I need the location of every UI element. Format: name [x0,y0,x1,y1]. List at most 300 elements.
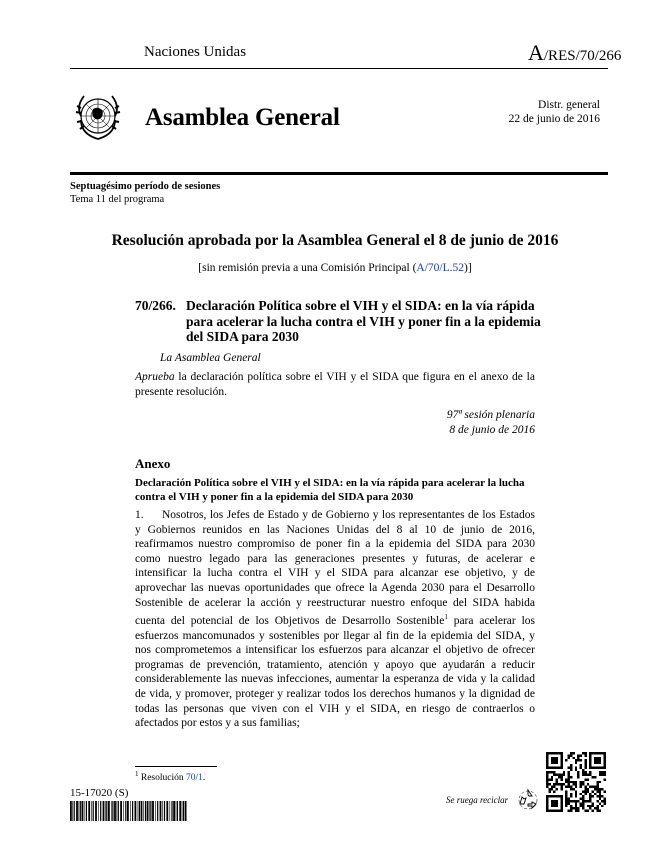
qr-module [551,776,553,778]
qr-module [594,757,601,764]
qr-module [594,786,596,788]
qr-module [575,786,577,788]
qr-module [580,759,582,761]
qr-module [599,793,601,795]
qr-module [584,774,586,776]
qr-module [582,771,584,773]
barcode-bar [182,801,183,821]
agenda-item: Tema 11 del programa [70,193,165,205]
qr-module [551,771,553,773]
barcode-bar [176,801,177,821]
qr-module [570,805,572,807]
qr-module [604,802,606,804]
qr-module [580,798,582,800]
barcode-bar [147,801,149,821]
barcode-bar [111,801,112,821]
qr-module [582,795,584,797]
symbol-rest: /RES/70/266 [543,48,622,64]
barcode-bar [185,801,187,821]
qr-module [596,788,598,790]
operative-paragraph [135,370,535,399]
barcode-bar [164,801,165,821]
qr-module [568,786,570,788]
qr-module [570,786,572,788]
qr-module [570,766,572,768]
qr-module [568,783,570,785]
qr-module [601,771,603,773]
qr-module [596,790,598,792]
qr-module [556,774,558,776]
qr-module [575,790,577,792]
qr-module [570,781,572,783]
qr-module [570,795,572,797]
qr-module [565,795,567,797]
qr-module [589,807,591,809]
barcode-bar [149,801,150,821]
qr-module [584,790,586,792]
issue-date: 22 de junio de 2016 [508,113,600,125]
qr-module [599,790,601,792]
qr-module [565,793,567,795]
qr-module [582,800,584,802]
recycle-icon [516,787,540,811]
qr-module [575,802,577,804]
qr-module [601,795,603,797]
qr-module [582,790,584,792]
qr-module [563,771,565,773]
footnote-link[interactable]: 70/1 [186,773,203,784]
qr-module [587,778,589,780]
qr-module [575,810,577,812]
referral-note [0,262,670,274]
qr-module [589,774,591,776]
footnote-marker: 1 [135,770,139,778]
qr-module [560,774,562,776]
qr-module [596,786,598,788]
barcode-bar [162,801,163,821]
paragraph-text-2: para acelerar los esfuerzos mancomunados y sostenibles por llegar al fin de la epidemia del SIDA, y nos comprometemos a intensificar los esfuerzos para alcanzar el objetivo de ofrecer programas de prevención, tratamiento, atención y apoyo que ayudarán a reducir considerablemente las nuevas infecciones, aumentar la esperanza de vida y la calidad de vida, y promover, proteger y realizar todos los derechos humanos y la dignidad de todas las personas que viven con el VIH y el SIDA, en riesgo de contraerlos o afectados por estos y a sus familias; [135,614,535,730]
qr-module [568,781,570,783]
distribution-type: Distr. general [538,99,600,111]
qr-module [568,800,570,802]
qr-module [589,805,591,807]
qr-module [592,790,594,792]
qr-module [553,786,555,788]
qr-module [596,807,598,809]
qr-module [580,764,582,766]
qr-module [565,778,567,780]
qr-module [589,800,591,802]
qr-module [546,783,548,785]
qr-module [582,769,584,771]
qr-module [592,776,594,778]
qr-module [580,781,582,783]
qr-module [601,788,603,790]
qr-module [575,807,577,809]
footnote-rule [135,766,217,767]
qr-module [553,771,555,773]
barcode-bar [72,801,73,821]
barcode-bar [105,801,106,821]
qr-module [584,810,586,812]
qr-module [568,776,570,778]
qr-module [599,788,601,790]
qr-module [548,778,550,780]
qr-module [548,783,550,785]
qr-module [570,752,572,754]
qr-module [568,778,570,780]
qr-module [580,786,582,788]
qr-module [572,757,574,759]
qr-module [594,776,596,778]
distribution-info [509,98,600,126]
barcode-bar [132,801,133,821]
qr-module [575,762,577,764]
qr-module [582,807,584,809]
qr-module [568,810,570,812]
symbol-prefix: A [528,40,544,65]
barcode-bar [70,801,72,821]
barcode-bar [117,801,118,821]
header-rule [70,68,608,69]
qr-module [584,759,586,761]
barcode-bar [74,801,75,821]
barcode-bar [155,801,156,821]
qr-module [580,766,582,768]
qr-module [551,757,558,764]
barcode-bar [177,801,178,821]
annex-label: Anexo [135,456,171,471]
qr-module [568,798,570,800]
document-symbol [528,40,621,66]
barcode-bar [79,801,80,821]
barcode-bar [173,801,175,821]
barcode-bar [84,801,85,821]
qr-module [553,774,555,776]
qr-module [560,783,562,785]
qr-module [587,783,589,785]
barcode-bar [82,801,84,821]
qr-module [572,783,574,785]
qr-module [572,788,574,790]
qr-module [599,810,601,812]
qr-module [570,764,572,766]
qr-module [556,778,558,780]
qr-module [584,764,586,766]
operative-text: la declaración política sobre el VIH y el SIDA que figura en el anexo de la presente resolución. [135,371,535,398]
meeting-date: 8 de junio de 2016 [449,423,535,436]
qr-module [568,774,570,776]
session-info [70,181,220,206]
qr-module [584,766,586,768]
barcode-bar [86,801,87,821]
qr-module [592,810,594,812]
barcode-bar [100,801,101,821]
qr-module [582,774,584,776]
barcode-bar [130,801,131,821]
qr-module [577,776,579,778]
qr-module [556,781,558,783]
qr-module [551,800,558,807]
paragraph-text-1: Nosotros, los Jefes de Estado y de Gobierno y los representantes de los Estados y Gobiernos reunidos en las Naciones Unidas del 8 al 10 de junio de 2016, reafirmamos nuestro compromiso de poner fin a la epidemia del SIDA para 2030 como nuestro legado para las generaciones presentes y futuras, de acelerar e intensificar la lucha contra el VIH y el SIDA para alcanzar ese objetivo, y de aprovechar las nuevas oportunidades que ofrece la Agenda 2030 para el Desarrollo Sostenible de acelerar la acción y reestructurar nuestro enfoque del SIDA habida cuenta del potencial de los Objetivos de Desarrollo Sostenible [135,509,535,627]
qr-module [558,783,560,785]
barcode-bar [166,801,168,821]
recycle-note: Se ruega reciclar [446,795,509,805]
qr-module [575,805,577,807]
qr-module [546,778,548,780]
qr-module [596,805,598,807]
qr-module [601,805,603,807]
qr-module [546,786,548,788]
qr-module [589,771,591,773]
qr-module [560,776,562,778]
qr-module [548,771,550,773]
barcode-bar [93,801,94,821]
qr-module [563,783,565,785]
qr-module [572,807,574,809]
qr-module [580,754,582,756]
qr-module [575,781,577,783]
qr-module [599,774,601,776]
barcode-bar [135,801,137,821]
qr-module [584,778,586,780]
qr-module [584,771,586,773]
qr-module [594,807,596,809]
qr-module [546,776,548,778]
qr-module [599,802,601,804]
barcode-bar [179,801,181,821]
qr-module [594,793,596,795]
qr-module [570,788,572,790]
qr-module [601,800,603,802]
qr-module [599,771,601,773]
qr-module [575,759,577,761]
qr-module [570,754,572,756]
qr-module [560,788,562,790]
qr-module [604,771,606,773]
qr-module [575,800,577,802]
referral-suffix: )] [464,262,472,274]
barcode-bar [123,801,124,821]
qr-module [587,800,589,802]
qr-module [568,802,570,804]
qr-code-icon [546,752,606,812]
barcode-bar [127,801,129,821]
barcode-icon [70,801,188,821]
footnote [135,770,205,783]
qr-module [584,793,586,795]
footnote-end: . [202,773,206,784]
qr-module [599,795,601,797]
qr-module [546,774,548,776]
referral-prefix: [sin remisión previa a una Comisión Principal ( [198,262,417,274]
qr-module [575,783,577,785]
qr-module [596,781,598,783]
qr-module [592,786,594,788]
qr-module [575,795,577,797]
resolution-heading: Declaración Política sobre el VIH y el SIDA: en la vía rápida para acelerar la lucha contra el VIH y poner fin a la epidemia del SIDA para 2030 [186,298,541,344]
un-emblem-icon [72,92,124,144]
qr-module [589,793,591,795]
qr-module [565,781,567,783]
qr-module [596,795,598,797]
qr-module [580,802,582,804]
qr-module [589,786,591,788]
qr-module [592,802,594,804]
qr-module [560,778,562,780]
qr-module [582,781,584,783]
qr-module [560,786,562,788]
footnote-text: Resolución [138,773,186,784]
masthead-rule [70,172,608,175]
qr-module [568,766,570,768]
qr-module [553,790,555,792]
qr-module [584,786,586,788]
qr-module [584,752,586,754]
barcode-bar [170,801,171,821]
barcode-bar [125,801,126,821]
qr-module [594,788,596,790]
qr-module [568,771,570,773]
qr-module [546,771,548,773]
organization-name: Naciones Unidas [144,44,247,60]
document-number: 15-17020 (S) [70,787,129,799]
barcode-bar [143,801,144,821]
qr-module [565,790,567,792]
qr-module [568,757,570,759]
qr-module [575,769,577,771]
qr-module [584,800,586,802]
resolution-title: Resolución aprobada por la Asamblea General el 8 de junio de 2016 [111,232,559,249]
barcode-bar [150,801,151,821]
qr-module [577,774,579,776]
annex-title: Declaración Política sobre el VIH y el SIDA: en la vía rápida para acelerar la lucha contra el VIH y poner fin a la epidemia del SIDA para 2030 [135,477,525,503]
qr-module [563,774,565,776]
barcode-bar [80,801,81,821]
qr-module [577,807,579,809]
qr-module [570,776,572,778]
barcode-bar [145,801,146,821]
qr-module [558,776,560,778]
qr-module [565,805,567,807]
barcode-bar [108,801,110,821]
qr-module [601,774,603,776]
qr-module [584,754,586,756]
qr-module [592,795,594,797]
barcode-bar [152,801,154,821]
qr-module [565,759,567,761]
resolution-number: 70/266. [135,298,176,313]
qr-module [572,781,574,783]
qr-module [570,793,572,795]
qr-module [604,774,606,776]
barcode-bar [95,801,97,821]
qr-module [553,783,555,785]
qr-module [558,774,560,776]
organ-title: Asamblea General [145,104,340,131]
qr-module [565,802,567,804]
barcode-bar [91,801,92,821]
qr-module [570,810,572,812]
qr-module [587,790,589,792]
qr-module [572,752,574,754]
barcode-bar [106,801,107,821]
qr-module [584,762,586,764]
qr-module [580,793,582,795]
qr-module [587,810,589,812]
qr-module [575,793,577,795]
qr-module [570,769,572,771]
barcode-bar [76,801,78,821]
qr-module [596,810,598,812]
qr-module [577,754,579,756]
qr-module [587,774,589,776]
qr-module [572,800,574,802]
barcode-bar [138,801,139,821]
annex-paragraph [135,508,535,731]
qr-module [589,798,591,800]
plenary-meeting: 97ª sesión plenaria [446,409,535,421]
qr-module [587,805,589,807]
qr-module [548,790,550,792]
barcode-bar [120,801,122,821]
qr-module [551,788,553,790]
qr-module [577,771,579,773]
qr-module [592,805,594,807]
qr-module [570,807,572,809]
qr-module [587,788,589,790]
qr-module [582,805,584,807]
qr-module [577,800,579,802]
barcode-bar [118,801,119,821]
qr-module [582,783,584,785]
qr-module [577,757,579,759]
qr-module [565,800,567,802]
barcode-bar [103,801,105,821]
qr-module [548,788,550,790]
qr-module [582,798,584,800]
barcode-bar [157,801,158,821]
barcode-bar [114,801,116,821]
barcode-bar [183,801,184,821]
footnote-reference: 1 [444,613,448,622]
paragraph-number: 1. [135,509,144,521]
qr-module [604,790,606,792]
qr-module [604,798,606,800]
qr-module [604,778,606,780]
barcode-bar [141,801,143,821]
qr-module [556,788,558,790]
qr-module [565,786,567,788]
qr-module [570,800,572,802]
assembly-line: La Asamblea General [160,352,261,364]
operative-verb: Aprueba [135,371,175,383]
qr-module [604,800,606,802]
qr-module [582,802,584,804]
referral-link[interactable]: A/70/L.52 [416,262,465,274]
barcode-bar [160,801,162,821]
qr-module [599,798,601,800]
qr-module [577,810,579,812]
qr-module [596,800,598,802]
session-name: Septuagésimo período de sesiones [70,181,221,192]
barcode-bar [112,801,113,821]
qr-module [565,798,567,800]
qr-module [582,752,584,754]
meeting-block [447,408,535,437]
qr-module [568,754,570,756]
barcode-bar [171,801,172,821]
